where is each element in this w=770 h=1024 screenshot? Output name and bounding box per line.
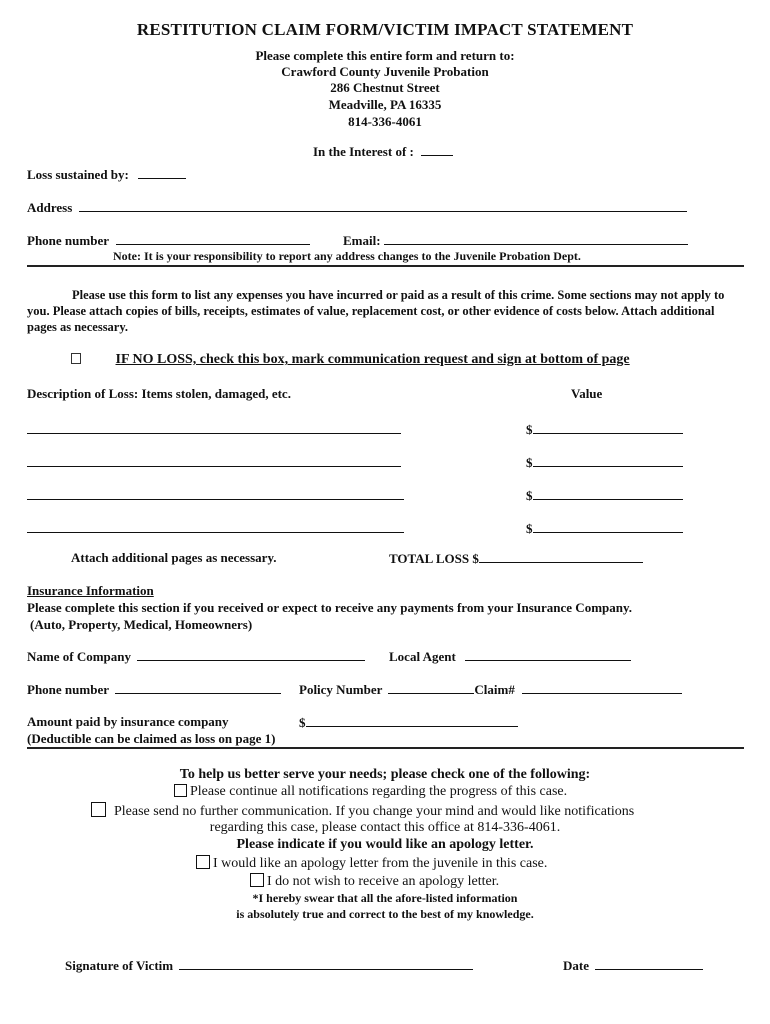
loss-sustained-label: Loss sustained by:: [27, 167, 129, 182]
description-header: Description of Loss: Items stolen, damaged, etc.: [27, 386, 291, 401]
loss-value-input[interactable]: [533, 520, 683, 533]
claim-input[interactable]: [522, 681, 682, 694]
policy-field: [299, 681, 682, 698]
total-loss-input[interactable]: [479, 550, 643, 563]
office-phone: 814-336-4061: [348, 114, 422, 129]
loss-description-input[interactable]: [27, 421, 401, 439]
swear-line-2: is absolutely true and correct to the best of my knowledge.: [236, 907, 534, 921]
amount-paid-field: [299, 714, 518, 731]
amount-paid-label: Amount paid by insurance company: [27, 714, 229, 729]
option-stop-continuation: regarding this case, please contact this office at 814-336-4061.: [209, 820, 561, 835]
instructions-paragraph: Please use this form to list any expenses you have incurred or paid as a result of this crime. Some sections may not apply to you. Please attach copies of bills, receipts, estimates of value, replacement cost, or other evidence of costs below. Attach additional pages as necessary.: [27, 288, 725, 334]
phone-field: [27, 232, 310, 249]
value-header: Value: [571, 386, 603, 401]
office-name: Crawford County Juvenile Probation: [281, 64, 489, 79]
insurance-types: (Auto, Property, Medical, Homeowners): [30, 617, 253, 632]
phone-label: Phone number: [27, 233, 109, 248]
loss-value-field: [526, 520, 683, 537]
no-loss-checkbox[interactable]: [71, 353, 81, 364]
address-label: Address: [27, 200, 73, 215]
address-input[interactable]: [79, 199, 687, 212]
no-communication-checkbox[interactable]: [91, 802, 106, 817]
agent-field: [389, 648, 631, 665]
amount-dollar-sign: $: [299, 715, 306, 730]
attach-pages-note: Attach additional pages as necessary.: [71, 550, 277, 565]
no-loss-row: [71, 352, 630, 368]
continue-notifications-checkbox[interactable]: [174, 784, 187, 797]
insurance-phone-field: [27, 681, 281, 698]
dollar-sign: $: [526, 422, 533, 437]
communication-heading: To help us better serve your needs; please check one of the following:: [179, 767, 591, 782]
interest-of-input[interactable]: [421, 143, 453, 156]
email-field: [343, 232, 688, 249]
apology-yes-label: I would like an apology letter from the juvenile in this case.: [213, 856, 548, 871]
email-input[interactable]: [384, 232, 688, 245]
apology-yes-checkbox[interactable]: [196, 855, 210, 869]
section-divider: [27, 265, 744, 267]
option-stop-row: [91, 802, 634, 820]
total-loss-field: [389, 550, 643, 567]
date-field: [563, 957, 703, 974]
loss-value-input[interactable]: [533, 421, 683, 434]
loss-value-field: [526, 454, 683, 471]
loss-sustained-field: [27, 166, 186, 183]
signature-label: Signature of Victim: [65, 958, 174, 973]
loss-value-input[interactable]: [533, 487, 683, 500]
insurance-phone-label: Phone number: [27, 682, 109, 697]
office-street: 286 Chestnut Street: [330, 80, 440, 95]
phone-input[interactable]: [116, 232, 310, 245]
office-city: Meadville, PA 16335: [328, 97, 442, 112]
total-loss-label: TOTAL LOSS $: [389, 551, 479, 566]
date-input[interactable]: [595, 957, 703, 970]
signature-input[interactable]: [179, 957, 473, 970]
address-change-note: Note: It is your responsibility to report any address changes to the Juvenile Probation Dept.: [113, 249, 581, 263]
insurance-phone-input[interactable]: [115, 681, 281, 694]
company-label: Name of Company: [27, 649, 131, 664]
company-input[interactable]: [137, 648, 365, 661]
option-continue-label: Please continue all notifications regarding the progress of this case.: [190, 784, 568, 799]
loss-value-input[interactable]: [533, 454, 683, 467]
claim-label: Claim#: [474, 682, 515, 697]
loss-value-field: [526, 421, 683, 438]
return-instruction: Please complete this entire form and return to:: [255, 48, 515, 63]
dollar-sign: $: [526, 521, 533, 536]
option-continue-row: [174, 784, 567, 800]
policy-label: Policy Number: [299, 682, 383, 697]
date-label: Date: [563, 958, 589, 973]
amount-paid-input[interactable]: [306, 714, 518, 727]
signature-field: [65, 957, 473, 974]
apology-no-label: I do not wish to receive an apology letter.: [267, 874, 500, 889]
email-label: Email:: [343, 233, 381, 248]
form-title: RESTITUTION CLAIM FORM/VICTIM IMPACT STATEMENT: [136, 20, 634, 39]
loss-description-input[interactable]: [27, 487, 404, 505]
loss-description-input[interactable]: [27, 520, 404, 538]
loss-sustained-input[interactable]: [138, 166, 186, 179]
no-loss-label: IF NO LOSS, check this box, mark communication request and sign at bottom of page: [115, 352, 630, 367]
loss-value-field: [526, 487, 683, 504]
section-divider: [27, 747, 744, 749]
apology-no-row: [250, 873, 499, 890]
apology-no-checkbox[interactable]: [250, 873, 264, 887]
dollar-sign: $: [526, 455, 533, 470]
apology-yes-row: [196, 855, 547, 872]
loss-description-input[interactable]: [27, 454, 401, 472]
policy-input[interactable]: [388, 681, 474, 694]
deductible-note: (Deductible can be claimed as loss on page 1): [27, 731, 276, 746]
company-field: [27, 648, 365, 665]
interest-of-label: In the Interest of :: [313, 144, 414, 159]
interest-of-field: [313, 143, 453, 160]
agent-input[interactable]: [465, 648, 631, 661]
swear-line-1: *I hereby swear that all the afore-listed information: [252, 891, 518, 905]
agent-label: Local Agent: [389, 649, 456, 664]
dollar-sign: $: [526, 488, 533, 503]
option-stop-label: Please send no further communication. If you change your mind and would like notifications: [114, 804, 635, 819]
insurance-instruction: Please complete this section if you received or expect to receive any payments from your Insurance Company.: [27, 600, 633, 615]
address-field: [27, 199, 687, 216]
apology-heading: Please indicate if you would like an apology letter.: [236, 837, 534, 852]
insurance-heading: Insurance Information: [27, 583, 154, 598]
